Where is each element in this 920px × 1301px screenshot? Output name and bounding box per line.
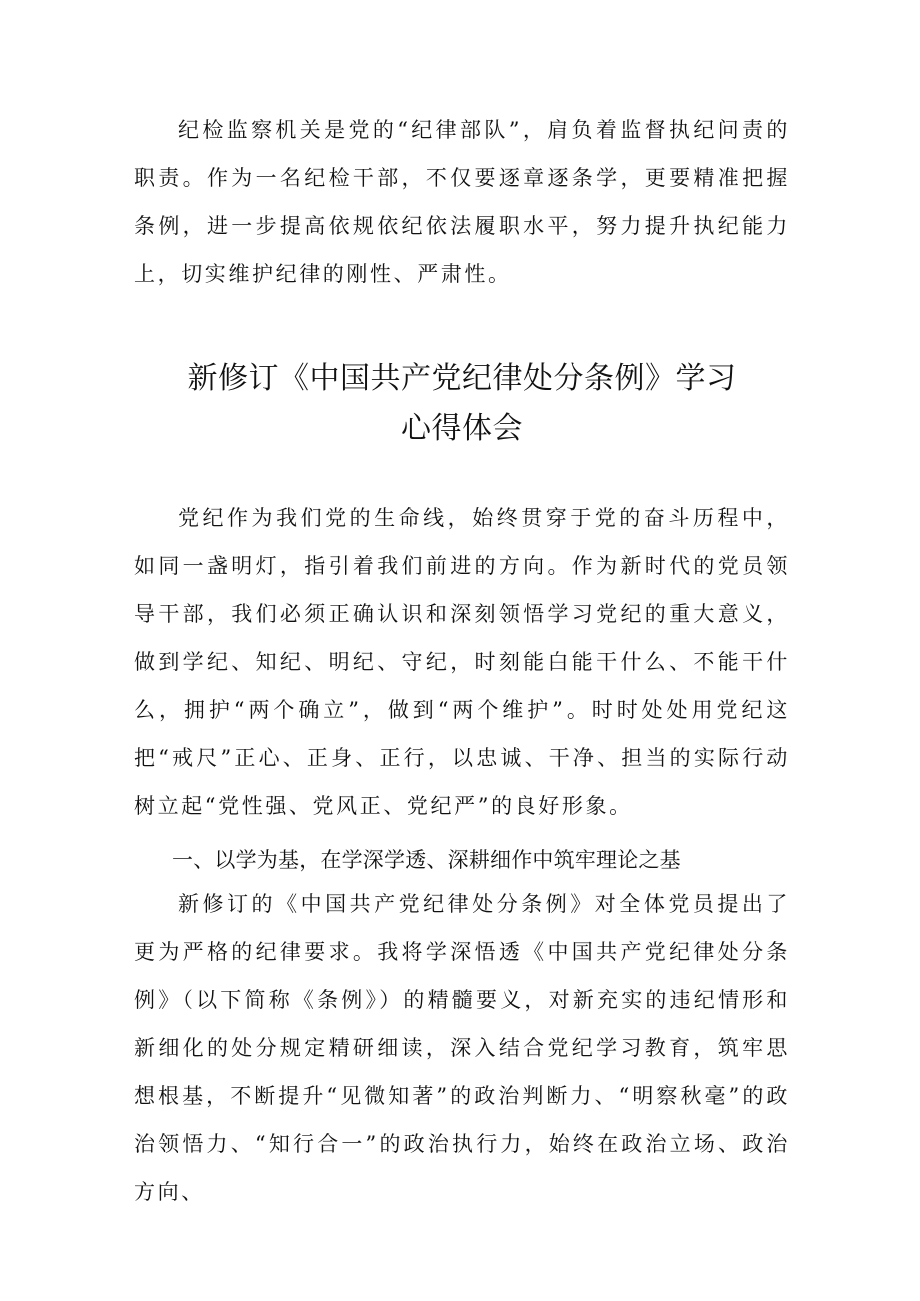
- section-heading-1: 一、以学为基，在学深学透、深耕细作中筑牢理论之基: [172, 848, 681, 872]
- section-1-paragraph: 新修订的《中国共产党纪律处分条例》对全体党员提出了更为严格的纪律要求。我将学深悟透《中国共产党纪律处分条例》（以下简称《条例》）的精髓要义，对新充实的违纪情形和新细化的处分规定精研细读，深入结合党纪学习教育，筑牢思想根基，不断提升“见微知著”的政治判断力、“明察秋毫”的政治领悟力、“知行合一”的政治执行力，始终在政治立场、政治方向、: [134, 892, 790, 1204]
- article-title-line-2: 心得体会: [401, 411, 523, 446]
- article-title: [134, 354, 790, 454]
- article-title-line-1: 新修订《中国共产党纪律处分条例》学习: [187, 361, 737, 396]
- intro-paragraph: 纪检监察机关是党的“纪律部队”，肩负着监督执纪问责的职责。作为一名纪检干部，不仅要逐章逐条学，更要精准把握条例，进一步提高依规依纪依法履职水平，努力提升执纪能力上，切实维护纪律的刚性、严肃性。: [134, 118, 790, 286]
- opening-paragraph: 党纪作为我们党的生命线，始终贯穿于党的奋斗历程中，如同一盏明灯，指引着我们前进的方向。作为新时代的党员领导干部，我们必须正确认识和深刻领悟学习党纪的重大意义，做到学纪、知纪、明纪、守纪，时刻能白能干什么、不能干什么，拥护“两个确立”，做到“两个维护”。时时处处用党纪这把“戒尺”正心、正身、正行，以忠诚、干净、担当的实际行动树立起“党性强、党风正、党纪严”的良好形象。: [134, 506, 790, 818]
